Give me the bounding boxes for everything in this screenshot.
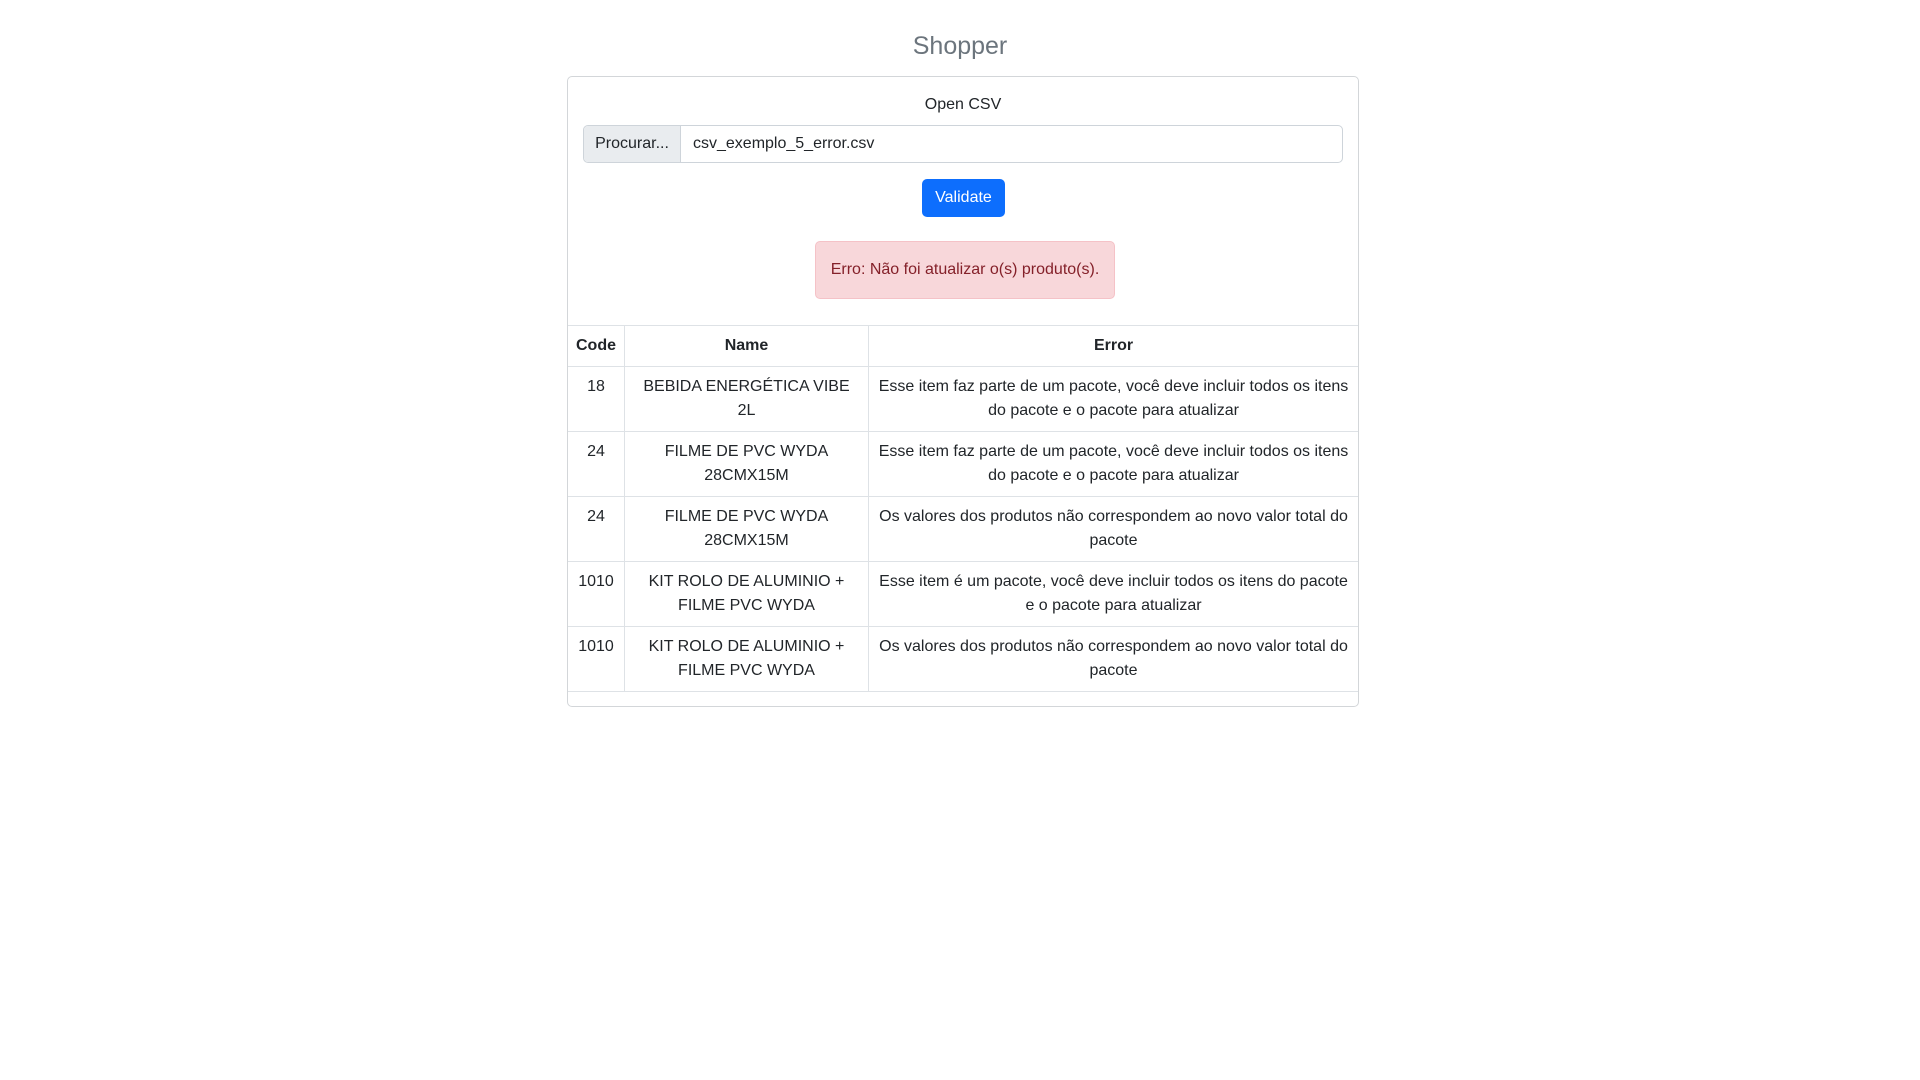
cell-name: BEBIDA ENERGÉTICA VIBE 2L: [625, 367, 869, 432]
cell-code: 18: [568, 367, 625, 432]
table-row: [568, 432, 1358, 497]
table-row: [568, 627, 1358, 692]
cell-name: FILME DE PVC WYDA 28CMX15M: [625, 497, 869, 562]
cell-name: KIT ROLO DE ALUMINIO + FILME PVC WYDA: [625, 627, 869, 692]
selected-file-name[interactable]: csv_exemplo_5_error.csv: [693, 135, 875, 152]
upload-card: [567, 76, 1359, 707]
cell-error: Esse item faz parte de um pacote, você deve incluir todos os itens do pacote e o pacote para atualizar: [869, 432, 1359, 497]
page-title: Shopper: [912, 32, 1008, 60]
cell-error: Os valores dos produtos não correspondem ao novo valor total do pacote: [869, 627, 1359, 692]
table-row: [568, 562, 1358, 627]
file-input[interactable]: [583, 125, 1343, 163]
cell-code: 1010: [568, 562, 625, 627]
column-header-error: Error: [869, 326, 1359, 367]
error-alert: [815, 241, 1115, 299]
table-header-row: [568, 326, 1358, 367]
table-row: [568, 367, 1358, 432]
cell-code: 24: [568, 432, 625, 497]
errors-table: [568, 325, 1358, 692]
file-input-label: Open CSV: [924, 96, 1002, 113]
table-row: [568, 497, 1358, 562]
cell-error: Esse item faz parte de um pacote, você deve incluir todos os itens do pacote e o pacote para atualizar: [869, 367, 1359, 432]
cell-name: KIT ROLO DE ALUMINIO + FILME PVC WYDA: [625, 562, 869, 627]
error-alert-message: Erro: Não foi atualizar o(s) produto(s).: [830, 261, 1100, 278]
browse-button[interactable]: Procurar...: [584, 126, 681, 162]
cell-name: FILME DE PVC WYDA 28CMX15M: [625, 432, 869, 497]
cell-error: Esse item é um pacote, você deve incluir todos os itens do pacote e o pacote para atualizar: [869, 562, 1359, 627]
cell-code: 24: [568, 497, 625, 562]
cell-error: Os valores dos produtos não correspondem ao novo valor total do pacote: [869, 497, 1359, 562]
validate-button[interactable]: Validate: [922, 179, 1005, 217]
cell-code: 1010: [568, 627, 625, 692]
column-header-name: Name: [625, 326, 869, 367]
column-header-code: Code: [568, 326, 625, 367]
